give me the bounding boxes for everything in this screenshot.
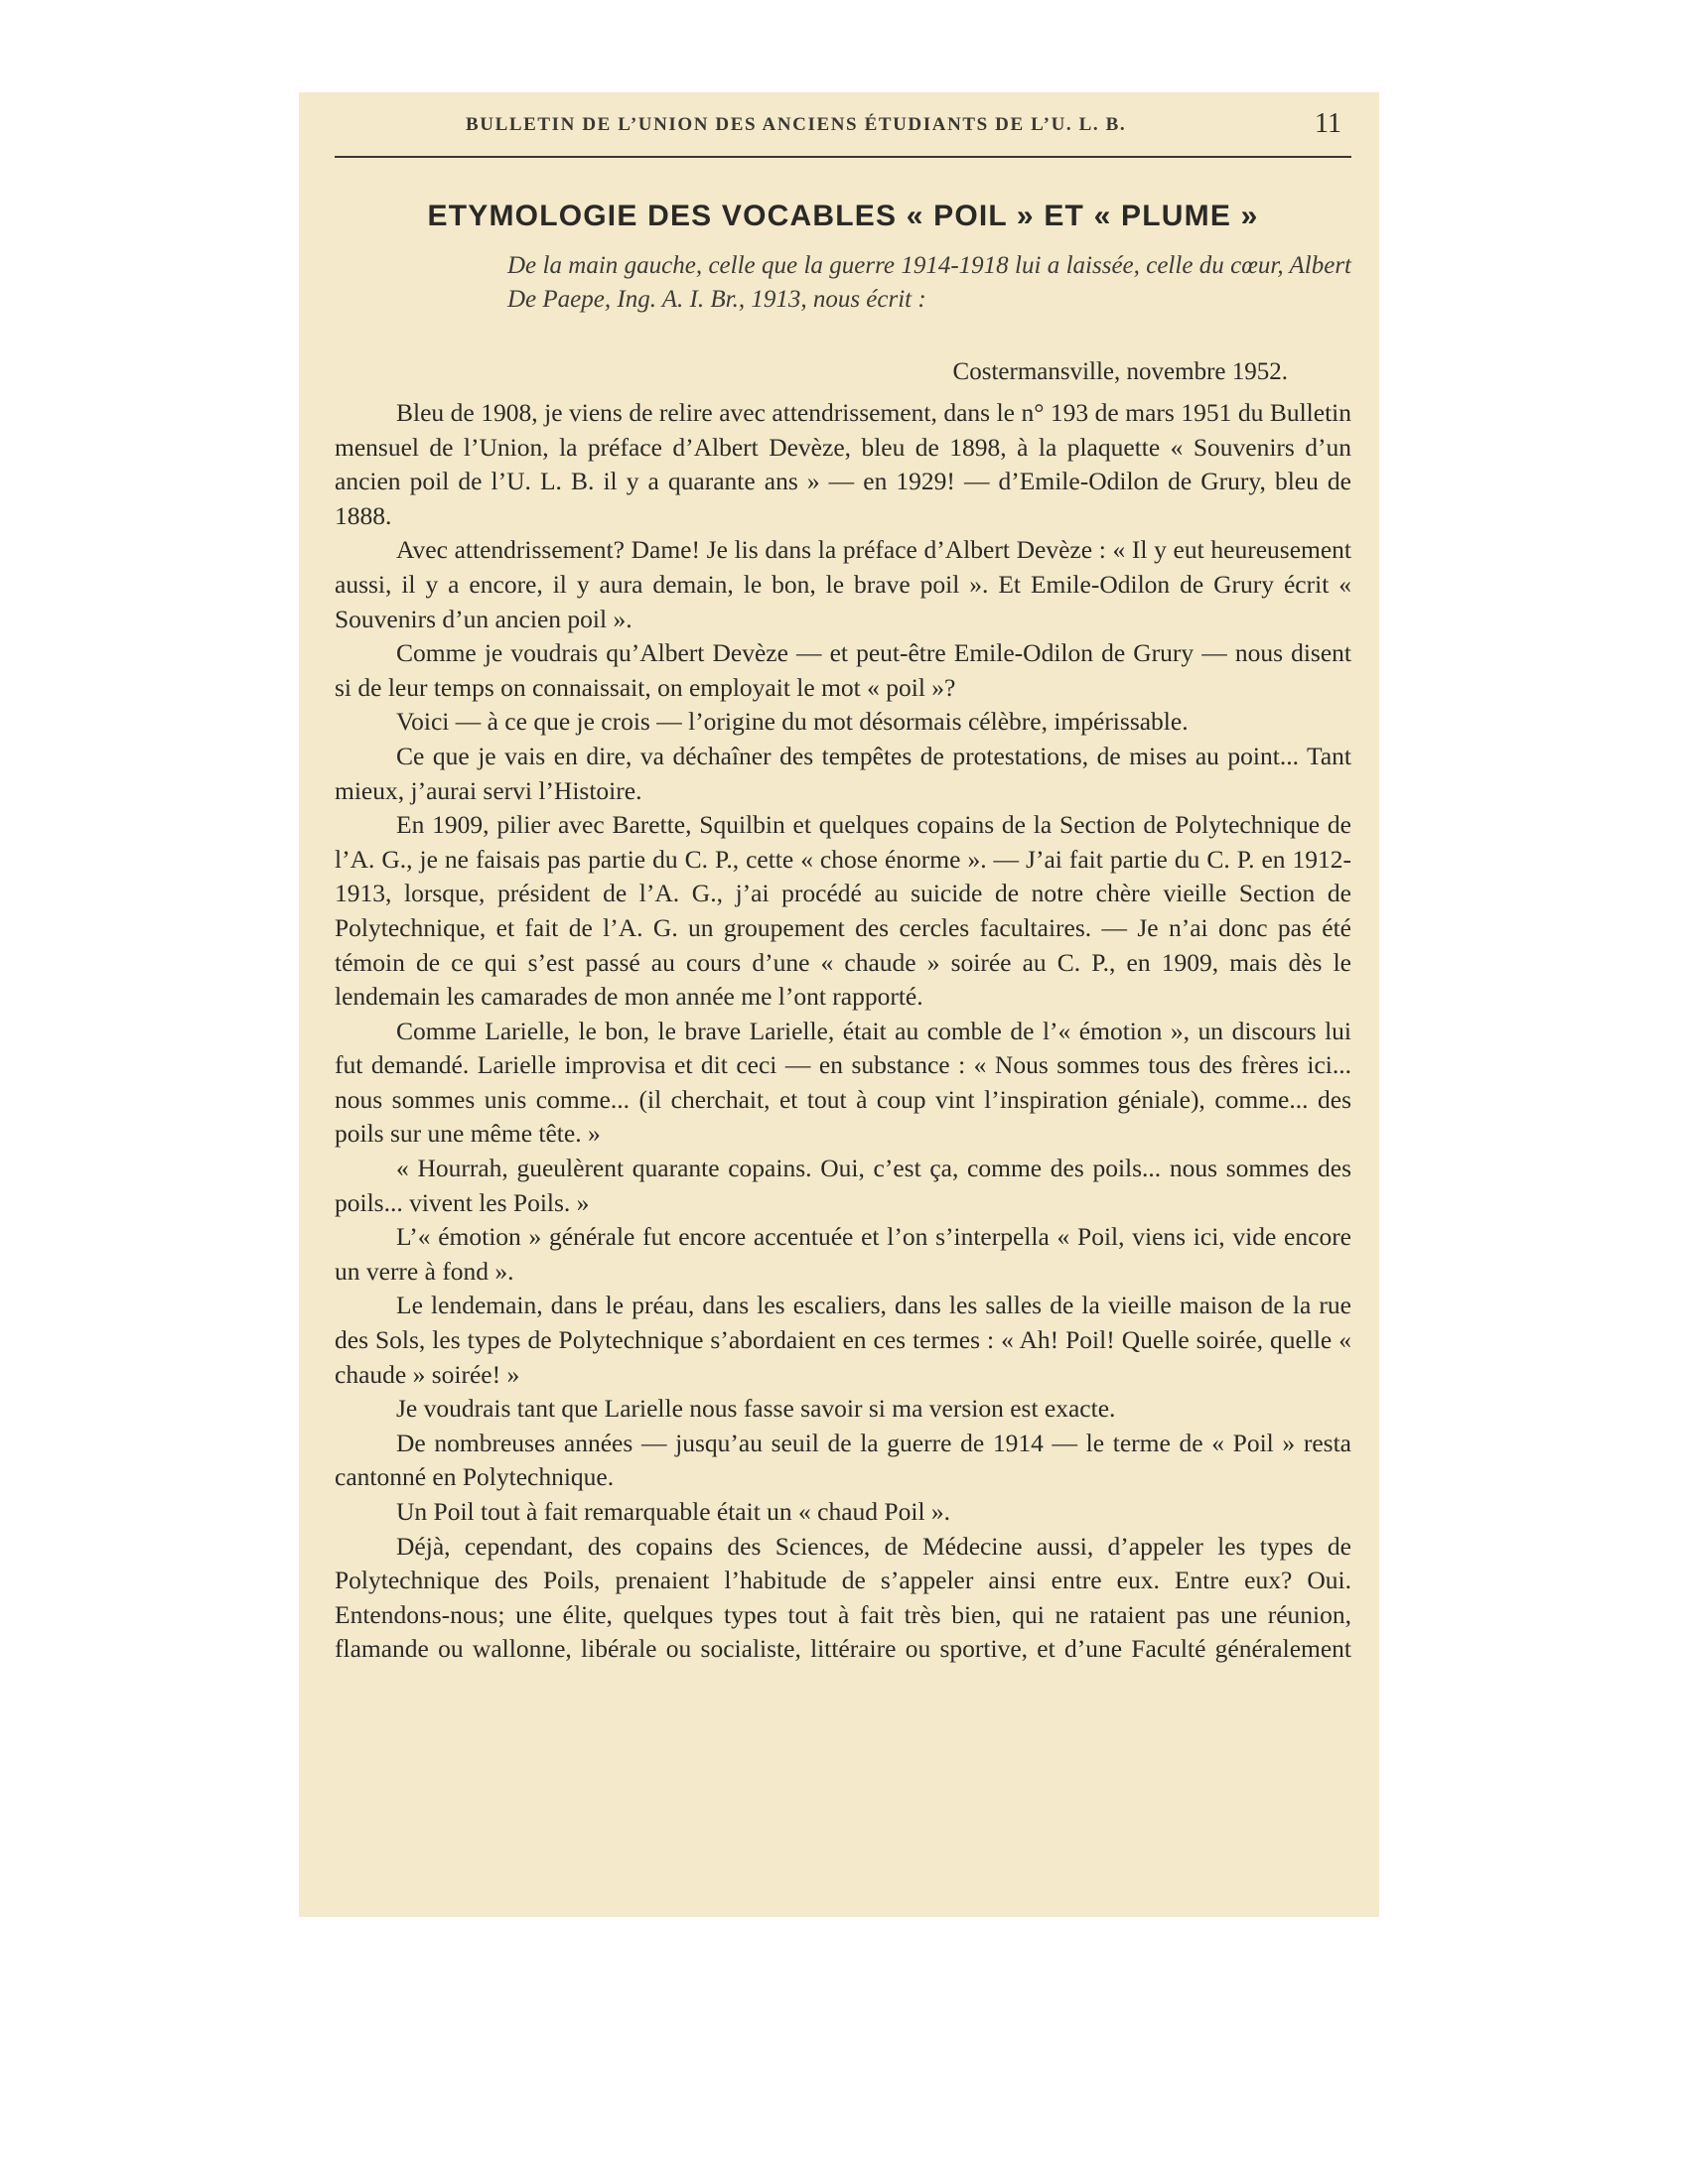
- paragraph: Voici — à ce que je crois — l’origine du mot désormais célèbre, impérissable.: [396, 707, 1189, 737]
- header-rule: [335, 156, 1351, 158]
- article-body: [335, 396, 1351, 1667]
- page-number: 11: [1315, 108, 1341, 139]
- dateline: Costermansville, novembre 1952.: [952, 358, 1288, 385]
- article-title: ETYMOLOGIE DES VOCABLES « POIL » ET « PLUME »: [427, 200, 1259, 232]
- paragraph: L’« émotion » générale fut encore accentuée et l’on s’interpella « Poil, viens ici, vide encore un verre à fond ».: [335, 1222, 1351, 1286]
- paragraph: De nombreuses années — jusqu’au seuil de la guerre de 1914 — le terme de « Poil » resta cantonné en Polytechnique.: [335, 1428, 1351, 1492]
- running-title: BULLETIN DE L’UNION DES ANCIENS ÉTUDIANTS DE L’U. L. B.: [466, 114, 1127, 135]
- paragraph: « Hourrah, gueulèrent quarante copains. Oui, c’est ça, comme des poils... nous sommes des poils... vivent les Poils. »: [335, 1154, 1351, 1217]
- paragraph: Un Poil tout à fait remarquable était un « chaud Poil ».: [396, 1497, 951, 1526]
- article-intro: De la main gauche, celle que la guerre 1914-1918 lui a laissée, celle du cœur, Albert De Paepe, Ing. A. I. Br., 1913, nous écrit :: [507, 252, 1351, 313]
- paragraph: Comme Larielle, le bon, le brave Larielle, était au comble de l’« émotion », un discours lui fut demandé. Larielle improvisa et dit ceci — en substance : « Nous sommes tous des frères ici... nous sommes unis comme... (il cherchait, et tout à coup vint l’inspiration géniale), comme... des poils sur une même tête. »: [335, 1016, 1351, 1149]
- paragraph: Je voudrais tant que Larielle nous fasse savoir si ma version est exacte.: [396, 1394, 1116, 1424]
- paragraph: Ce que je vais en dire, va déchaîner des tempêtes de protestations, de mises au point... Tant mieux, j’aurai servi l’Histoire.: [335, 741, 1351, 805]
- running-head: [335, 108, 1351, 146]
- scanned-page: [299, 92, 1379, 1917]
- paragraph: Avec attendrissement? Dame! Je lis dans la préface d’Albert Devèze : « Il y eut heureusement aussi, il y a encore, il y aura demain, le bon, le brave poil ». Et Emile-Odilon de Grury écrit « Souvenirs d’un ancien poil ».: [335, 535, 1351, 633]
- paragraph: Comme je voudrais qu’Albert Devèze — et peut-être Emile-Odilon de Grury — nous disent si de leur temps on connaissait, on employait le mot « poil »?: [335, 638, 1351, 702]
- paragraph: Déjà, cependant, des copains des Sciences, de Médecine aussi, d’appeler les types de Polytechnique des Poils, prenaient l’habitude de s’appeler ainsi entre eux. Entre eux? Oui. Entendons-nous; une élite, quelques types tout à fait très bien, qui ne rataient pas une réunion, flamande ou wallonne, libérale ou socialiste, littéraire ou sportive, et d’une Faculté généralement: [335, 1531, 1351, 1664]
- paragraph: En 1909, pilier avec Barette, Squilbin et quelques copains de la Section de Polytechnique de l’A. G., je ne faisais pas partie du C. P., cette « chose énorme ». — J’ai fait partie du C. P. en 1912-1913, lorsque, président de l’A. G., j’ai procédé au suicide de notre chère vieille Section de Polytechnique, et fait de l’A. G. un groupement des cercles facultaires. — Je n’ai donc pas été témoin de ce qui s’est passé au cours d’une « chaude » soirée au C. P., en 1909, mais dès le lendemain les camarades de mon année me l’ont rapporté.: [335, 810, 1351, 1012]
- paragraph: Le lendemain, dans le préau, dans les escaliers, dans les salles de la vieille maison de la rue des Sols, les types de Polytechnique s’abordaient en ces termes : « Ah! Poil! Quelle soirée, quelle « chaude » soirée! »: [335, 1291, 1351, 1389]
- paragraph: Bleu de 1908, je viens de relire avec attendrissement, dans le n° 193 de mars 1951 du Bulletin mensuel de l’Union, la préface d’Albert Devèze, bleu de 1898, à la plaquette « Souvenirs d’un ancien poil de l’U. L. B. il y a quarante ans » — en 1929! — d’Emile-Odilon de Grury, bleu de 1888.: [335, 398, 1351, 530]
